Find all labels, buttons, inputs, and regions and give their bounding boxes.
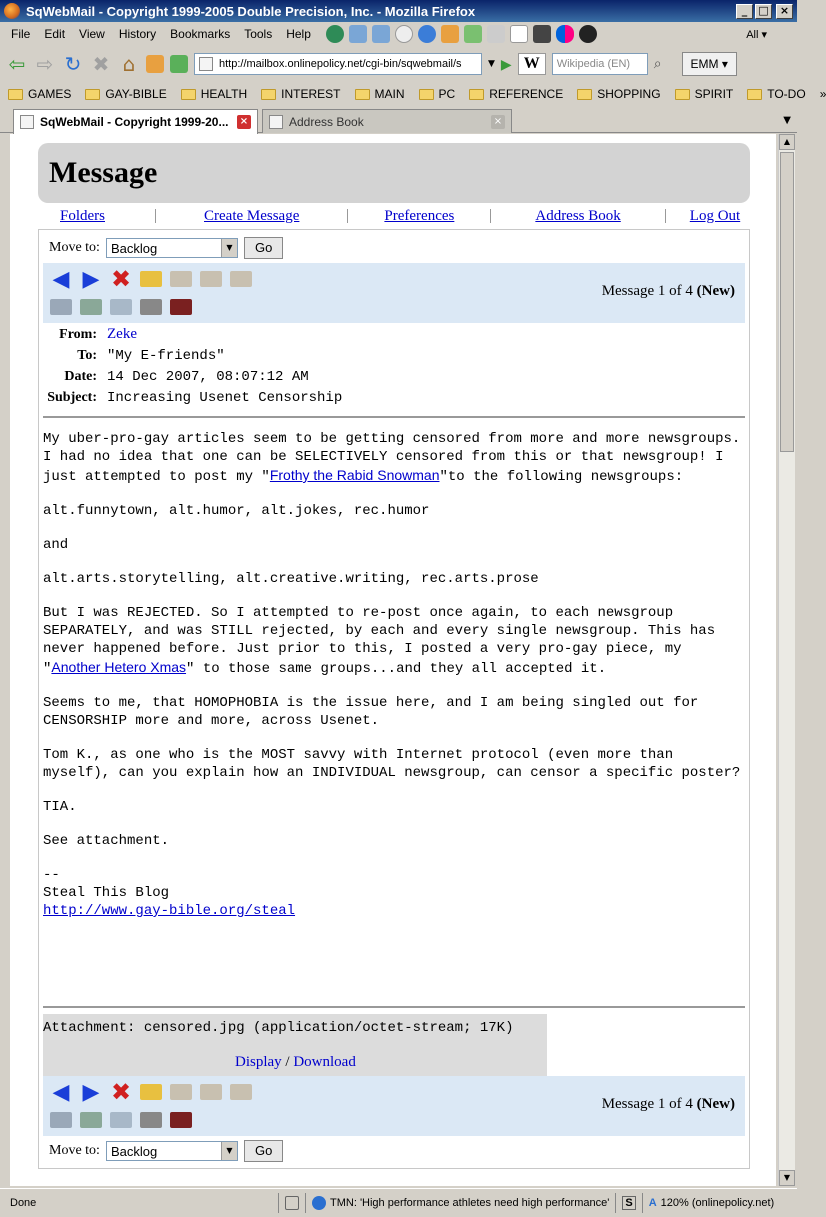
body-paragraph: and [43, 537, 69, 553]
attachment-divider [43, 1006, 745, 1008]
url-text: http://mailbox.onlinepolicy.net/cgi-bin/sqwebmail/s [219, 58, 462, 70]
tag-icon[interactable] [487, 25, 505, 43]
tmn-status: TMN: 'High performance athletes need high performance' [330, 1197, 610, 1209]
message-counter: Message 1 of 4 (New) [601, 1096, 735, 1112]
folder-icon [85, 89, 100, 100]
bookmarks-overflow-button[interactable]: » [819, 87, 826, 101]
stop-icon[interactable]: ✖ [92, 52, 110, 76]
move-folder-icon[interactable] [138, 1081, 164, 1103]
bookmark-folder[interactable]: REFERENCE [469, 87, 563, 101]
reload-icon[interactable]: ↻ [64, 52, 82, 76]
scroll-down-icon[interactable]: ▼ [779, 1170, 795, 1186]
reply-all-icon[interactable] [198, 268, 224, 290]
save-icon[interactable] [168, 1109, 194, 1131]
bounce-icon[interactable] [78, 296, 104, 318]
addon-icon[interactable] [146, 55, 164, 73]
tab-strip [0, 107, 797, 133]
attachment-box: Attachment: censored.jpg (application/octet-stream; 17K) Display / Download [43, 1014, 547, 1076]
message-status: (New) [696, 1096, 735, 1112]
bookmark-folder[interactable]: HEALTH [181, 87, 247, 101]
view-headers-icon[interactable] [108, 296, 134, 318]
body-paragraph: Seems to me, that HOMOPHOBIA is the issue here, and I am being singled out for CENSORSHIP more and more, across Usenet. [43, 695, 699, 729]
message-status: (New) [696, 283, 735, 299]
view-headers-icon[interactable] [108, 1109, 134, 1131]
s-status-icon[interactable]: S [622, 1196, 635, 1210]
bookmark-folder[interactable]: MAIN [355, 87, 405, 101]
url-dropdown-icon[interactable]: ▼ [488, 59, 495, 69]
close-tab-icon[interactable]: × [237, 115, 251, 129]
body-paragraph: Tom K., as one who is the MOST savvy with Internet protocol (even more than myself), can you explain how an INDIVIDUAL newsgroup, can censor a specific poster? [43, 747, 741, 781]
message-header-banner [38, 143, 750, 203]
zoom-icon[interactable]: A [648, 1197, 657, 1209]
page-icon [20, 115, 34, 129]
folder-icon [675, 89, 690, 100]
folder-icon [577, 89, 592, 100]
forward-as-attachment-icon[interactable] [48, 1109, 74, 1131]
thumbs-down-icon[interactable] [372, 25, 390, 43]
bbc-icon[interactable] [533, 25, 551, 43]
folder-icon [8, 89, 23, 100]
folder-icon [747, 89, 762, 100]
create-message-link[interactable]: Create Message [204, 207, 300, 224]
menu-bookmarks[interactable]: Bookmarks [170, 27, 231, 41]
url-bar[interactable] [194, 53, 482, 75]
to-value: "My E-friends" [107, 347, 225, 364]
flickr-icon[interactable] [556, 25, 574, 43]
message-counter: Message 1 of 4 (New) [601, 283, 735, 299]
menu-view[interactable]: View [79, 27, 105, 41]
header-divider [43, 416, 745, 418]
page-info-icon[interactable] [285, 1196, 299, 1210]
frothy-link[interactable]: Frothy the Rabid Snowman [269, 467, 440, 483]
wikipedia-icon[interactable] [510, 25, 528, 43]
nav-divider [155, 209, 156, 223]
page-icon [269, 115, 283, 129]
preferences-link[interactable]: Preferences [384, 207, 455, 224]
window-titlebar [0, 0, 797, 22]
next-message-icon[interactable]: ▶ [82, 266, 100, 292]
search-icon[interactable]: ⌕ [653, 56, 662, 72]
move-to-select[interactable]: Backlog ▼ [106, 238, 238, 258]
tab-sqwebmail[interactable]: SqWebMail - Copyright 1999-20... × [13, 109, 258, 134]
body-paragraph: alt.funnytown, alt.humor, alt.jokes, rec.humor [43, 503, 430, 519]
bookmark-folder[interactable]: PC [419, 87, 456, 101]
bookmark-folder[interactable]: SPIRIT [675, 87, 734, 101]
firefox-icon [4, 3, 20, 19]
globe-icon[interactable] [418, 25, 436, 43]
move-to-label: Move to: [49, 240, 100, 255]
maximize-button[interactable]: □ [755, 4, 772, 19]
menu-edit[interactable]: Edit [44, 27, 66, 41]
vertical-scrollbar[interactable] [778, 134, 795, 1186]
move-to-label: Move to: [49, 1143, 100, 1158]
print-icon[interactable] [138, 1109, 164, 1131]
body-paragraph: alt.arts.storytelling, alt.creative.writing, rec.arts.prose [43, 571, 539, 587]
message-toolbar-bottom [43, 1076, 745, 1136]
folder-icon [181, 89, 196, 100]
save-icon[interactable] [168, 296, 194, 318]
nav-divider [490, 209, 491, 223]
move-to-form [49, 237, 283, 259]
zoom-status: 120% (onlinepolicy.net) [660, 1197, 775, 1209]
nav-divider [347, 209, 348, 223]
close-tab-icon[interactable]: × [491, 115, 505, 129]
move-to-select[interactable]: Backlog ▼ [106, 1141, 238, 1161]
previous-message-icon[interactable]: ◀ [52, 266, 70, 292]
forward-arrow-icon[interactable]: ⇨ [36, 52, 54, 76]
menu-bar [0, 22, 797, 46]
bookmark-folder[interactable]: GAY-BIBLE [85, 87, 166, 101]
close-window-button[interactable]: × [776, 4, 793, 19]
to-label: To: [77, 347, 97, 363]
print-icon[interactable] [138, 296, 164, 318]
scroll-thumb[interactable] [780, 152, 794, 452]
body-paragraph: But I was REJECTED. So I attempted to re-post once again, to each newsgroup SEPARATELY, and was STILL rejected, by each and every single newsgroup. This has never happened before. Just prior to this, I posted a very pro-gay piece, my "Another Hetero Xmas" to those same groups...and they all accepted it. [43, 605, 716, 677]
chevron-down-icon: ▼ [221, 1142, 237, 1160]
tmn-icon[interactable] [312, 1196, 326, 1210]
display-attachment-link[interactable]: Display [235, 1054, 282, 1070]
body-paragraph: TIA. [43, 799, 77, 815]
speech-bubble-icon[interactable] [395, 25, 413, 43]
signature: -- Steal This Blog http://www.gay-bible.org/steal [43, 867, 296, 919]
folder-icon [469, 89, 484, 100]
attachment-info: Attachment: censored.jpg (application/octet-stream; 17K) [43, 1020, 514, 1036]
body-paragraph: See attachment. [43, 833, 170, 849]
home-icon[interactable]: ⌂ [122, 52, 136, 76]
date-label: Date: [64, 368, 97, 384]
go-button[interactable]: Go [244, 237, 283, 259]
mail-navigation [38, 206, 750, 226]
bookmark-folder[interactable]: GAMES [8, 87, 71, 101]
scroll-up-icon[interactable]: ▲ [779, 134, 795, 150]
chevron-down-icon: ▼ [221, 239, 237, 257]
move-to-form-bottom [49, 1140, 283, 1162]
feed-icon[interactable] [170, 55, 188, 73]
message-body [43, 430, 747, 920]
address-book-link[interactable]: Address Book [535, 207, 621, 224]
tab-address-book[interactable]: Address Book × [262, 109, 512, 133]
message-panel [38, 229, 750, 1169]
status-text: Done [10, 1197, 37, 1209]
folder-icon [261, 89, 276, 100]
bookmark-folder[interactable]: INTEREST [261, 87, 340, 101]
status-bar [0, 1188, 797, 1217]
forward-as-attachment-icon[interactable] [48, 296, 74, 318]
back-arrow-icon[interactable]: ⇦ [8, 52, 26, 76]
all-dropdown[interactable]: All ▾ [746, 28, 767, 41]
move-folder-icon[interactable] [138, 268, 164, 290]
bookmark-folder[interactable]: TO-DO [747, 87, 805, 101]
tab-list-chevron-icon[interactable]: ▼ [783, 115, 791, 126]
signature-url-link[interactable]: http://www.gay-bible.org/steal [43, 903, 296, 919]
go-arrow-icon[interactable]: ▶ [500, 55, 512, 72]
digg-icon[interactable] [579, 25, 597, 43]
page-content [10, 134, 776, 1186]
reply-all-icon[interactable] [198, 1081, 224, 1103]
window-title: SqWebMail - Copyright 1999-2005 Double Precision, Inc. - Mozilla Firefox [26, 3, 476, 19]
forward-icon[interactable] [228, 1081, 254, 1103]
message-toolbar [43, 263, 745, 323]
search-engine-selector[interactable]: W [518, 53, 546, 75]
search-input[interactable]: Wikipedia (EN) [552, 53, 648, 75]
previous-message-icon[interactable]: ◀ [52, 1079, 70, 1105]
date-value: 14 Dec 2007, 08:07:12 AM [107, 368, 309, 385]
from-label: From: [59, 326, 97, 342]
stumbleupon-icon[interactable] [326, 25, 344, 43]
bounce-icon[interactable] [78, 1109, 104, 1131]
download-attachment-link[interactable]: Download [293, 1054, 356, 1070]
bookmarks-toolbar [0, 82, 826, 106]
people-icon[interactable] [441, 25, 459, 43]
message-headers [43, 324, 743, 408]
delete-icon[interactable]: ✖ [110, 1078, 132, 1106]
network-icon[interactable] [464, 25, 482, 43]
reply-icon[interactable] [168, 1081, 194, 1103]
folder-icon [355, 89, 370, 100]
nav-divider [665, 209, 666, 223]
minimize-button[interactable]: _ [736, 4, 753, 19]
body-paragraph: My uber-pro-gay articles seem to be getting censored from more and more newsgroups. I had no idea that one can be SELECTIVELY censored from this or that newsgroup! I just attempted to post my "Frothy the Rabid Snowman"to the following newsgroups: [43, 431, 741, 485]
emm-button[interactable]: EMM ▾ [682, 52, 737, 76]
folders-link[interactable]: Folders [60, 207, 105, 224]
menu-history[interactable]: History [118, 27, 157, 41]
forward-icon[interactable] [228, 268, 254, 290]
folder-icon [419, 89, 434, 100]
thumbs-up-icon[interactable] [349, 25, 367, 43]
navigation-toolbar [0, 48, 797, 80]
menu-help[interactable]: Help [286, 27, 311, 41]
menu-file[interactable]: File [11, 27, 31, 41]
subject-value: Increasing Usenet Censorship [107, 389, 343, 406]
page-title: Message [49, 156, 158, 189]
another-hetero-xmas-link[interactable]: Another Hetero Xmas [51, 659, 187, 675]
go-button[interactable]: Go [244, 1140, 283, 1162]
bookmark-folder[interactable]: SHOPPING [577, 87, 660, 101]
log-out-link[interactable]: Log Out [689, 207, 741, 224]
page-icon [199, 57, 213, 71]
next-message-icon[interactable]: ▶ [82, 1079, 100, 1105]
menu-tools[interactable]: Tools [244, 27, 273, 41]
subject-label: Subject: [47, 389, 97, 405]
reply-icon[interactable] [168, 268, 194, 290]
from-value[interactable]: Zeke [107, 326, 137, 342]
delete-icon[interactable]: ✖ [110, 265, 132, 293]
